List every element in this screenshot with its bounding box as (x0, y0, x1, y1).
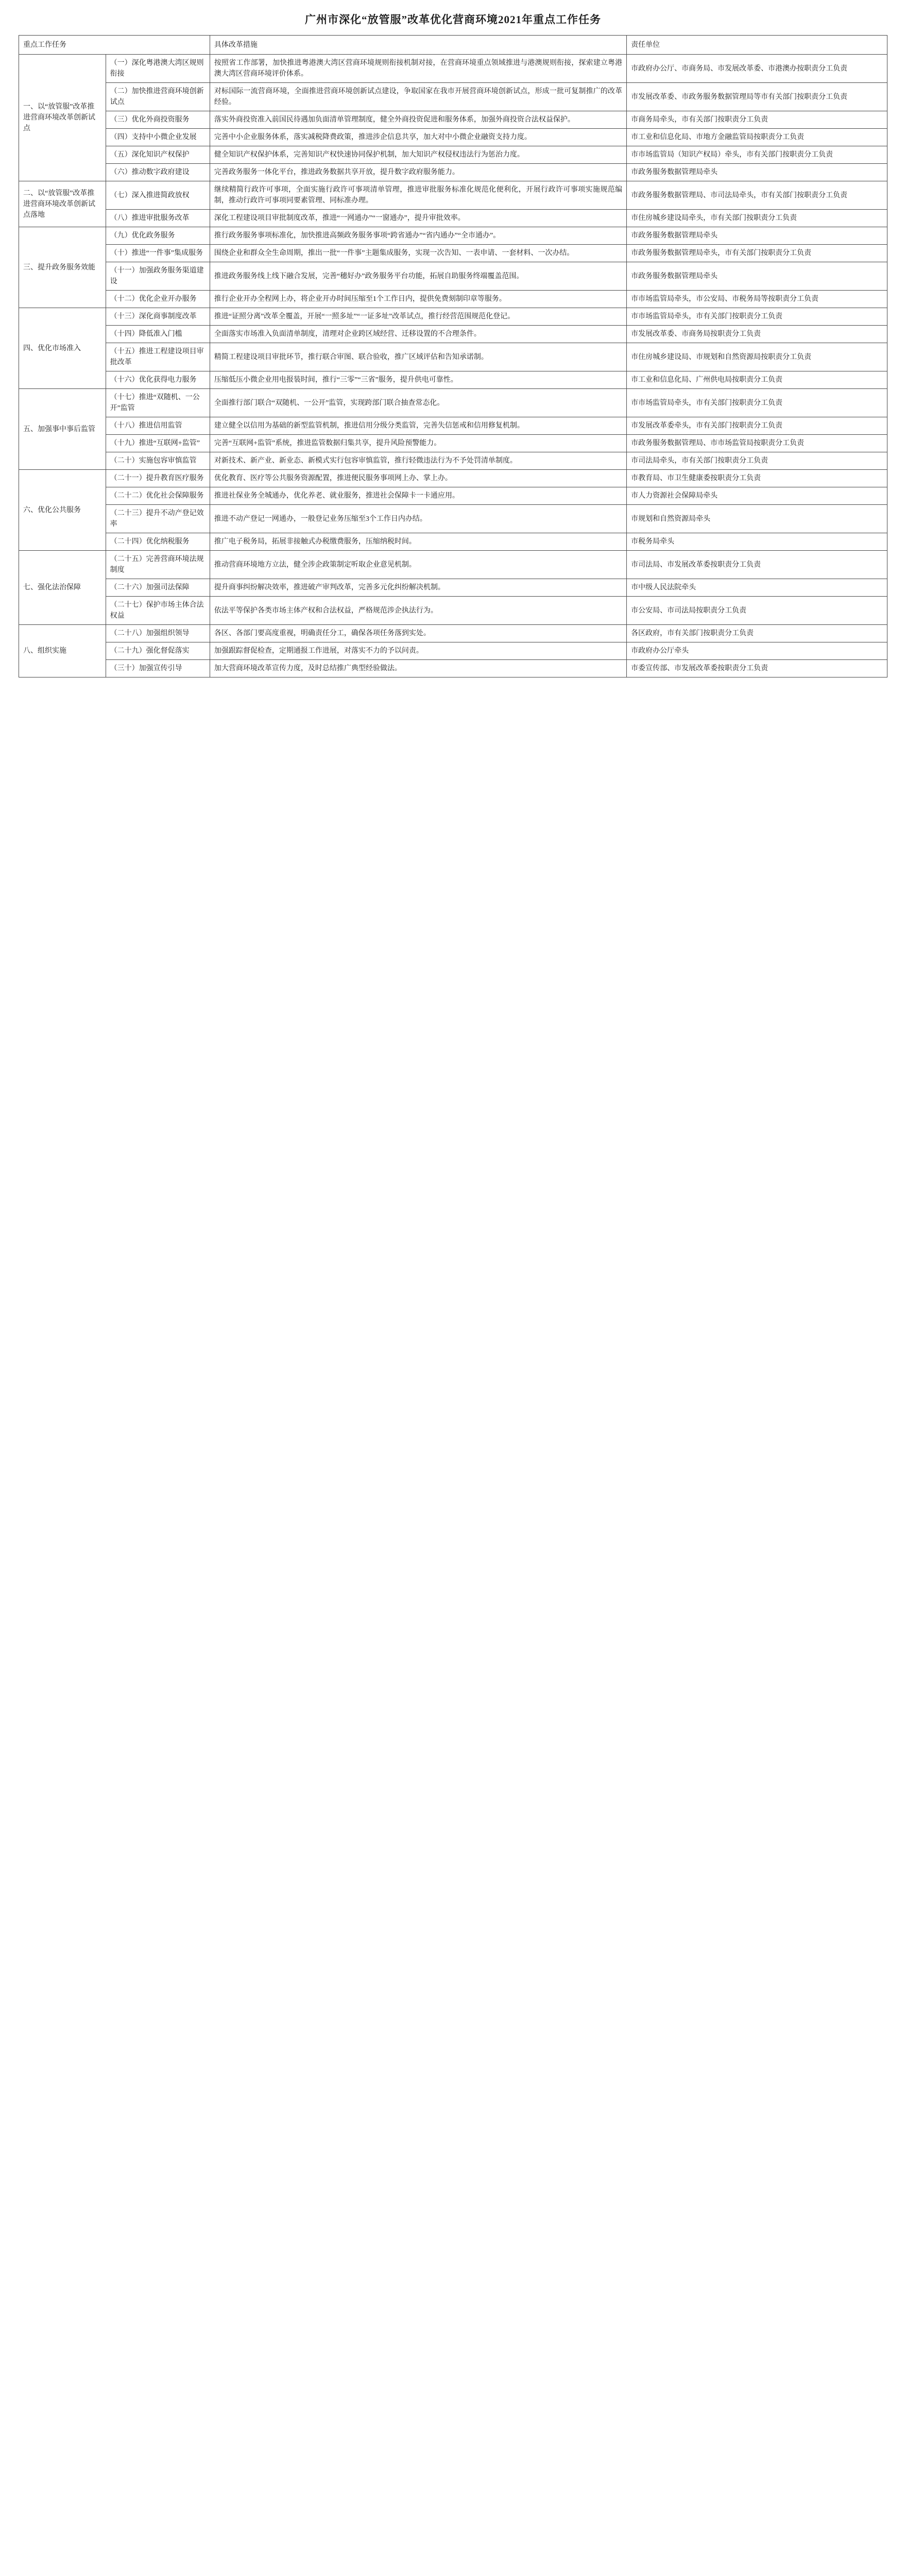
header-measure: 具体改革措施 (210, 36, 626, 55)
table-row (19, 417, 887, 435)
category-cell: 七、强化法治保障 (19, 551, 106, 625)
header-dept: 责任单位 (627, 36, 887, 55)
table-row (19, 452, 887, 470)
measure-cell: 推广电子税务局，拓展非接触式办税缴费服务，压缩纳税时间。 (210, 533, 626, 551)
dept-cell: 市政务服务数据管理局牵头，市有关部门按职责分工负责 (627, 245, 887, 262)
measure-cell: 完善中小企业服务体系，落实减税降费政策，推进涉企信息共享，加大对中小微企业融资支持力度。 (210, 129, 626, 146)
table-row (19, 227, 887, 245)
subtask-cell: （六）推动数字政府建设 (106, 164, 210, 181)
subtask-cell: （十二）优化企业开办服务 (106, 291, 210, 308)
header-task: 重点工作任务 (19, 36, 210, 55)
table-row (19, 245, 887, 262)
dept-cell: 各区政府，市有关部门按职责分工负责 (627, 625, 887, 642)
subtask-cell: （十八）推进信用监管 (106, 417, 210, 435)
table-row (19, 470, 887, 487)
measure-cell: 推行企业开办全程网上办，将企业开办时间压缩至1个工作日内，提供免费刻制印章等服务。 (210, 291, 626, 308)
dept-cell: 市税务局牵头 (627, 533, 887, 551)
measure-cell: 对新技术、新产业、新业态、新模式实行包容审慎监管，推行轻微违法行为不予处罚清单制度。 (210, 452, 626, 470)
dept-cell: 市政务服务数据管理局、市市场监管局按职责分工负责 (627, 435, 887, 452)
table-row (19, 435, 887, 452)
table-row (19, 111, 887, 129)
measure-cell: 完善政务服务一体化平台，推进政务数据共享开放，提升数字政府服务能力。 (210, 164, 626, 181)
dept-cell: 市委宣传部、市发展改革委按职责分工负责 (627, 660, 887, 677)
subtask-cell: （十六）优化获得电力服务 (106, 371, 210, 389)
subtask-cell: （二十八）加强组织领导 (106, 625, 210, 642)
category-cell: 一、以“放管服”改革推进营商环境改革创新试点 (19, 55, 106, 181)
measure-cell: 精简工程建设项目审批环节，推行联合审图、联合验收，推广区域评估和告知承诺制。 (210, 343, 626, 371)
dept-cell: 市发展改革委牵头，市有关部门按职责分工负责 (627, 417, 887, 435)
measure-cell: 推进不动产登记一网通办，一般登记业务压缩至3个工作日内办结。 (210, 505, 626, 533)
dept-cell: 市规划和自然资源局牵头 (627, 505, 887, 533)
dept-cell: 市政府办公厅、市商务局、市发展改革委、市港澳办按职责分工负责 (627, 55, 887, 83)
table-row (19, 625, 887, 642)
measure-cell: 推进社保业务全城通办，优化养老、就业服务，推进社会保障卡一卡通应用。 (210, 487, 626, 505)
category-cell: 八、组织实施 (19, 625, 106, 677)
table-row (19, 326, 887, 343)
table-body (19, 55, 887, 677)
subtask-cell: （十）推进“一件事”集成服务 (106, 245, 210, 262)
subtask-cell: （二十九）强化督促落实 (106, 642, 210, 660)
measure-cell: 推动营商环境地方立法，健全涉企政策制定听取企业意见机制。 (210, 551, 626, 579)
category-cell: 四、优化市场准入 (19, 308, 106, 389)
table-row (19, 642, 887, 660)
table-row (19, 533, 887, 551)
dept-cell: 市发展改革委、市商务局按职责分工负责 (627, 326, 887, 343)
task-table (19, 35, 887, 677)
dept-cell: 市工业和信息化局、市地方金融监管局按职责分工负责 (627, 129, 887, 146)
table-row (19, 164, 887, 181)
subtask-cell: （二十三）提升不动产登记效率 (106, 505, 210, 533)
table-row (19, 181, 887, 210)
dept-cell: 市政务服务数据管理局、市司法局牵头，市有关部门按职责分工负责 (627, 181, 887, 210)
subtask-cell: （二十四）优化纳税服务 (106, 533, 210, 551)
measure-cell: 全面推行部门联合“双随机、一公开”监管，实现跨部门联合抽查常态化。 (210, 389, 626, 417)
measure-cell: 提升商事纠纷解决效率，推进破产审判改革，完善多元化纠纷解决机制。 (210, 579, 626, 597)
dept-cell: 市教育局、市卫生健康委按职责分工负责 (627, 470, 887, 487)
category-cell: 六、优化公共服务 (19, 470, 106, 551)
measure-cell: 加大营商环境改革宣传力度，及时总结推广典型经验做法。 (210, 660, 626, 677)
table-row (19, 487, 887, 505)
subtask-cell: （一）深化粤港澳大湾区规则衔接 (106, 55, 210, 83)
subtask-cell: （十四）降低准入门槛 (106, 326, 210, 343)
subtask-cell: （三十）加强宣传引导 (106, 660, 210, 677)
measure-cell: 推进政务服务线上线下融合发展，完善“穗好办”政务服务平台功能，拓展自助服务终端覆盖范围。 (210, 262, 626, 291)
measure-cell: 完善“互联网+监管”系统，推进监管数据归集共享，提升风险预警能力。 (210, 435, 626, 452)
subtask-cell: （十七）推进“双随机、一公开”监管 (106, 389, 210, 417)
measure-cell: 对标国际一流营商环境，全面推进营商环境创新试点建设，争取国家在我市开展营商环境创新试点，形成一批可复制推广的改革经验。 (210, 83, 626, 111)
dept-cell: 市政府办公厅牵头 (627, 642, 887, 660)
subtask-cell: （三）优化外商投资服务 (106, 111, 210, 129)
dept-cell: 市市场监管局（知识产权局）牵头，市有关部门按职责分工负责 (627, 146, 887, 164)
subtask-cell: （七）深入推进简政放权 (106, 181, 210, 210)
table-row (19, 210, 887, 227)
measure-cell: 各区、各部门要高度重视，明确责任分工，确保各项任务落到实处。 (210, 625, 626, 642)
table-row (19, 129, 887, 146)
measure-cell: 推进“证照分离”改革全覆盖，开展“一照多址”“一证多址”改革试点，推行经营范围规范化登记。 (210, 308, 626, 326)
document-page (0, 0, 906, 690)
table-row (19, 291, 887, 308)
measure-cell: 推行政务服务事项标准化，加快推进高频政务服务事项“跨省通办”“省内通办”“全市通办”。 (210, 227, 626, 245)
subtask-cell: （二十五）完善营商环境法规制度 (106, 551, 210, 579)
table-row (19, 551, 887, 579)
dept-cell: 市中级人民法院牵头 (627, 579, 887, 597)
category-cell: 五、加强事中事后监管 (19, 389, 106, 470)
document-title: 广州市深化“放管服”改革优化营商环境2021年重点工作任务 (305, 13, 601, 26)
category-cell: 二、以“放管服”改革推进营商环境改革创新试点落地 (19, 181, 106, 227)
dept-cell: 市政务服务数据管理局牵头 (627, 227, 887, 245)
dept-cell: 市住房城乡建设局牵头，市有关部门按职责分工负责 (627, 210, 887, 227)
dept-cell: 市公安局、市司法局按职责分工负责 (627, 597, 887, 625)
dept-cell: 市市场监管局牵头，市公安局、市税务局等按职责分工负责 (627, 291, 887, 308)
measure-cell: 围绕企业和群众全生命周期，推出一批“一件事”主题集成服务，实现一次告知、一表申请、一套材料、一次办结。 (210, 245, 626, 262)
dept-cell: 市市场监管局牵头，市有关部门按职责分工负责 (627, 389, 887, 417)
measure-cell: 全面落实市场准入负面清单制度，清理对企业跨区域经营、迁移设置的不合理条件。 (210, 326, 626, 343)
measure-cell: 深化工程建设项目审批制度改革，推进“一网通办”“一窗通办”，提升审批效率。 (210, 210, 626, 227)
subtask-cell: （九）优化政务服务 (106, 227, 210, 245)
subtask-cell: （十九）推进“互联网+监管” (106, 435, 210, 452)
table-row (19, 371, 887, 389)
dept-cell: 市司法局、市发展改革委按职责分工负责 (627, 551, 887, 579)
measure-cell: 加强跟踪督促检查，定期通报工作进展，对落实不力的予以问责。 (210, 642, 626, 660)
dept-cell: 市人力资源社会保障局牵头 (627, 487, 887, 505)
table-header-row (19, 36, 887, 55)
subtask-cell: （二）加快推进营商环境创新试点 (106, 83, 210, 111)
dept-cell: 市政务服务数据管理局牵头 (627, 164, 887, 181)
measure-cell: 优化教育、医疗等公共服务资源配置，推进便民服务事项网上办、掌上办。 (210, 470, 626, 487)
dept-cell: 市市场监管局牵头，市有关部门按职责分工负责 (627, 308, 887, 326)
subtask-cell: （八）推进审批服务改革 (106, 210, 210, 227)
table-row (19, 83, 887, 111)
measure-cell: 建立健全以信用为基础的新型监管机制，推进信用分级分类监管，完善失信惩戒和信用修复机制。 (210, 417, 626, 435)
category-cell: 三、提升政务服务效能 (19, 227, 106, 308)
measure-cell: 依法平等保护各类市场主体产权和合法权益，严格规范涉企执法行为。 (210, 597, 626, 625)
measure-cell: 按照省工作部署，加快推进粤港澳大湾区营商环境规则衔接机制对接，在营商环境重点领域推进与港澳规则衔接，探索建立粤港澳大湾区营商环境评价体系。 (210, 55, 626, 83)
subtask-cell: （十一）加强政务服务渠道建设 (106, 262, 210, 291)
subtask-cell: （二十六）加强司法保障 (106, 579, 210, 597)
dept-cell: 市工业和信息化局、广州供电局按职责分工负责 (627, 371, 887, 389)
subtask-cell: （十五）推进工程建设项目审批改革 (106, 343, 210, 371)
subtask-cell: （四）支持中小微企业发展 (106, 129, 210, 146)
measure-cell: 健全知识产权保护体系，完善知识产权快速协同保护机制，加大知识产权侵权违法行为惩治力度。 (210, 146, 626, 164)
subtask-cell: （二十二）优化社会保障服务 (106, 487, 210, 505)
table-row (19, 579, 887, 597)
subtask-cell: （二十）实施包容审慎监管 (106, 452, 210, 470)
dept-cell: 市商务局牵头，市有关部门按职责分工负责 (627, 111, 887, 129)
table-row (19, 146, 887, 164)
dept-cell: 市司法局牵头，市有关部门按职责分工负责 (627, 452, 887, 470)
table-row (19, 389, 887, 417)
subtask-cell: （二十一）提升教育医疗服务 (106, 470, 210, 487)
dept-cell: 市住房城乡建设局、市规划和自然资源局按职责分工负责 (627, 343, 887, 371)
table-row (19, 660, 887, 677)
table-row (19, 597, 887, 625)
table-row (19, 343, 887, 371)
subtask-cell: （二十七）保护市场主体合法权益 (106, 597, 210, 625)
subtask-cell: （五）深化知识产权保护 (106, 146, 210, 164)
table-row (19, 262, 887, 291)
table-row (19, 55, 887, 83)
measure-cell: 落实外商投资准入前国民待遇加负面清单管理制度，健全外商投资促进和服务体系，加强外商投资合法权益保护。 (210, 111, 626, 129)
measure-cell: 继续精简行政许可事项，全面实施行政许可事项清单管理，推进审批服务标准化规范化便利化，开展行政许可事项实施规范编制，推动行政许可事项同要素管理、同标准办理。 (210, 181, 626, 210)
table-row (19, 505, 887, 533)
table-row (19, 308, 887, 326)
measure-cell: 压缩低压小微企业用电报装时间，推行“三零”“三省”服务，提升供电可靠性。 (210, 371, 626, 389)
dept-cell: 市发展改革委、市政务服务数据管理局等市有关部门按职责分工负责 (627, 83, 887, 111)
subtask-cell: （十三）深化商事制度改革 (106, 308, 210, 326)
dept-cell: 市政务服务数据管理局牵头 (627, 262, 887, 291)
